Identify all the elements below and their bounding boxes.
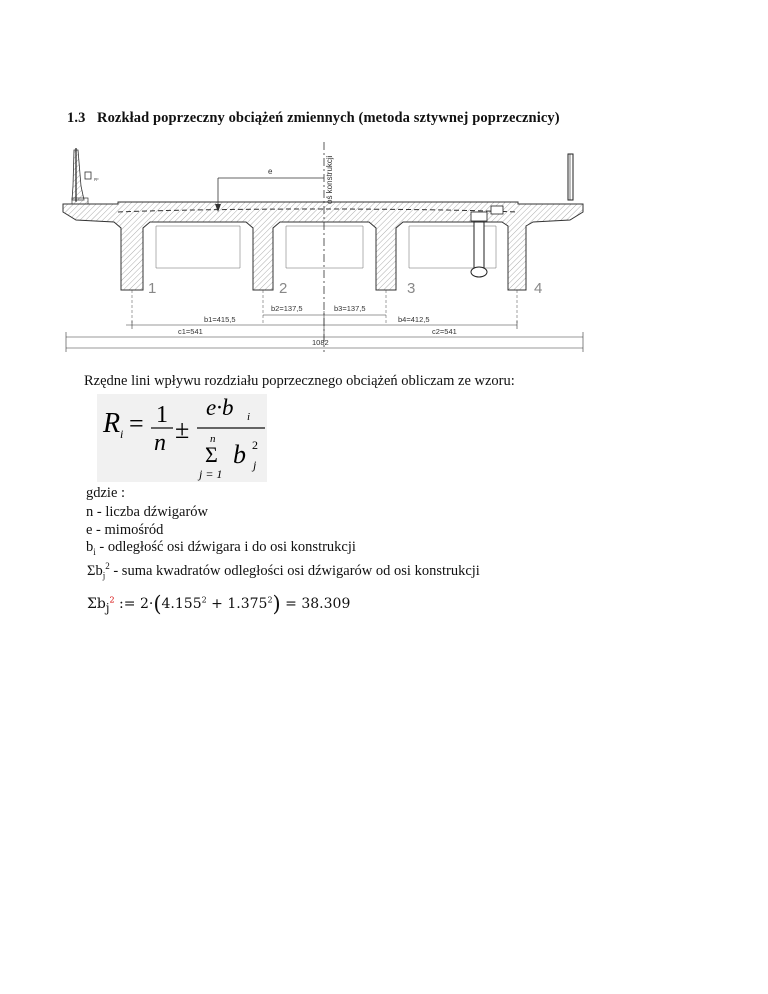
definition-bi-symbol: b xyxy=(86,539,94,555)
formula-b: b xyxy=(233,440,246,469)
dim-b1: b1=415,5 xyxy=(204,315,236,324)
bridge-cross-section-drawing xyxy=(58,140,588,358)
formula-b-sup: 2 xyxy=(252,438,258,452)
formula-plus-minus: ± xyxy=(175,415,190,444)
calc-plus: + xyxy=(206,596,228,612)
girder-number-2: 2 xyxy=(279,280,288,297)
sum-definition-symbol: Σb xyxy=(87,562,103,579)
eccentricity-label: e xyxy=(268,167,273,176)
section-number: 1.3 xyxy=(67,110,86,126)
calc-term2-sup: 2 xyxy=(267,595,273,605)
formula-sigma-bottom: j = 1 xyxy=(199,467,223,481)
section-heading xyxy=(67,110,707,127)
sum-definition xyxy=(87,561,480,581)
dim-c2: c2=541 xyxy=(432,327,457,336)
dim-b3: b3=137,5 xyxy=(334,304,366,313)
formula-sigma: Σ xyxy=(205,442,218,467)
definition-e: e - mimośród xyxy=(86,521,164,538)
sum-definition-text: - suma kwadratów odległości osi dźwigarów od osi konstrukcji xyxy=(109,562,480,579)
where-label: gdzie : xyxy=(86,485,126,501)
definitions-list xyxy=(86,504,356,561)
calc-term1-sup: 2 xyxy=(201,595,207,605)
girder-number-1: 1 xyxy=(148,280,157,297)
section-title: Rozkład poprzeczny obciążeń zmiennych (metoda sztywnej poprzecznicy) xyxy=(97,110,560,126)
girder-number-4: 4 xyxy=(534,280,543,297)
formula-intro: Rzędne lini wpływu rozdziału poprzecznego obciążeń obliczam ze wzoru: xyxy=(84,373,515,389)
formula-lhs: R xyxy=(103,408,121,439)
formula-sigma-top: n xyxy=(210,433,216,445)
calc-term1: 4.155 xyxy=(161,596,202,612)
calc-term2: 1.375 xyxy=(227,596,268,612)
formula-equals: = xyxy=(129,409,144,438)
load-distribution-formula xyxy=(97,394,267,482)
dim-b4: b4=412,5 xyxy=(398,315,430,324)
calc-symbol: Σb xyxy=(87,596,106,612)
formula-numerator-sub: i xyxy=(247,411,251,423)
definition-bi xyxy=(86,539,356,561)
sum-definition-sup: 2 xyxy=(105,561,110,571)
definition-bi-sub: i xyxy=(93,546,96,557)
structure-axis-label: oś konstrukcji xyxy=(325,155,334,204)
sum-calculation: $\Sigma b_j^2$ := $2\cdot(4.155^2 + 1.375^2) = 38.309$ xyxy=(87,592,351,616)
small-label: pp xyxy=(94,176,99,181)
definition-n: n - liczba dźwigarów xyxy=(86,504,208,520)
calc-result: = 38.309 xyxy=(280,596,351,612)
cross-beam-voids xyxy=(156,226,496,268)
calc-sub: j xyxy=(105,600,110,615)
dim-total: 1082 xyxy=(312,338,329,347)
formula-b-sub: j xyxy=(253,458,257,472)
sum-definition-sub: j xyxy=(102,570,106,581)
formula-one: 1 xyxy=(156,402,168,428)
definition-bi-text: - odległość osi dźwigara i do osi konstrukcji xyxy=(95,539,356,555)
calc-sup: 2 xyxy=(109,595,115,605)
left-railing xyxy=(72,148,99,204)
formula-numerator: e·b xyxy=(206,395,234,420)
right-railing xyxy=(568,154,573,200)
dim-c1: c1=541 xyxy=(178,327,203,336)
formula-n: n xyxy=(154,430,166,456)
dim-b2: b2=137,5 xyxy=(271,304,303,313)
girder-number-3: 3 xyxy=(407,280,416,297)
calc-assign: := 2· xyxy=(114,596,154,612)
formula-lhs-sub: i xyxy=(120,427,124,441)
